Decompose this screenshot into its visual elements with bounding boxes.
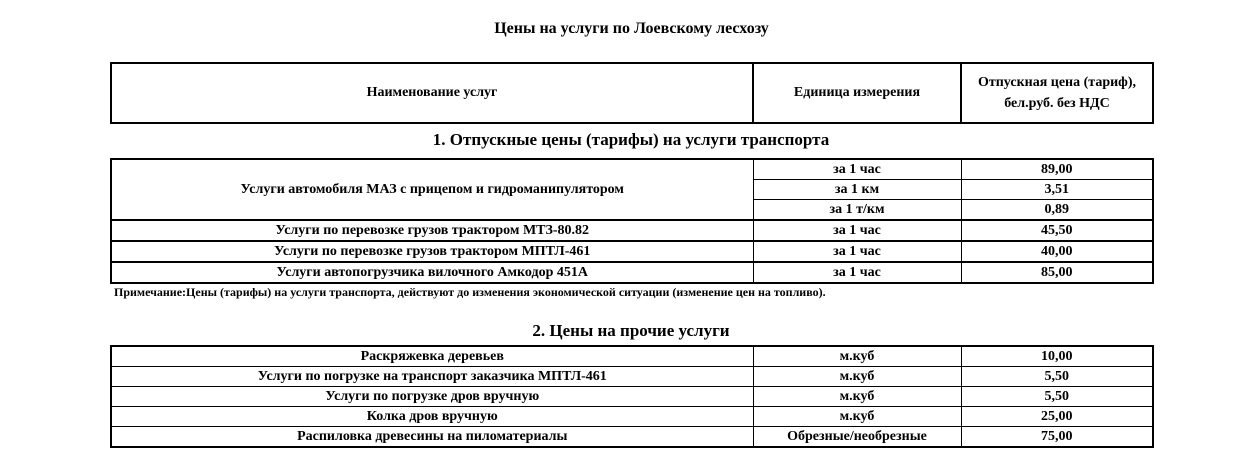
header-price-line1: Отпускная цена (тариф),	[977, 75, 1137, 90]
unit-cell: м.куб	[753, 387, 961, 407]
other-services-table	[110, 345, 1154, 448]
section1-title: 1. Отпускные цены (тарифы) на услуги транспорта	[432, 130, 830, 149]
unit-cell: Обрезные/необрезные	[753, 427, 961, 448]
service-name: Услуги по погрузке на транспорт заказчика МПТЛ-461	[111, 367, 753, 387]
unit-cell: м.куб	[753, 407, 961, 427]
price-cell: 75,00	[961, 427, 1153, 448]
price-cell: 40,00	[961, 241, 1153, 262]
section2-title: 2. Цены на прочие услуги	[532, 321, 730, 340]
unit-cell: за 1 час	[753, 159, 961, 180]
table-row	[111, 159, 1153, 180]
table-row	[111, 427, 1153, 448]
service-name: Услуги автопогрузчика вилочного Амкодор 451А	[111, 262, 753, 283]
price-cell: 10,00	[961, 346, 1153, 367]
price-cell: 3,51	[961, 180, 1153, 200]
service-name: Распиловка древесины на пиломатериалы	[111, 427, 753, 448]
unit-cell: за 1 км	[753, 180, 961, 200]
unit-cell: м.куб	[753, 346, 961, 367]
header-service-name: Наименование услуг	[111, 63, 753, 123]
table-row	[111, 220, 1153, 241]
service-name: Раскряжевка деревьев	[111, 346, 753, 367]
unit-cell: за 1 час	[753, 220, 961, 241]
header-unit: Единица измерения	[753, 63, 961, 123]
transport-note: Примечание:Цены (тарифы) на услуги транспорта, действуют до изменения экономической ситуации (изменение цен на топливо).	[114, 285, 826, 299]
service-name: Услуги по перевозке грузов трактором МТЗ-80.82	[111, 220, 753, 241]
table-row	[111, 241, 1153, 262]
table-row	[111, 387, 1153, 407]
price-cell: 5,50	[961, 387, 1153, 407]
page-title: Цены на услуги по Лоевскому лесхозу	[494, 20, 769, 37]
table-row	[111, 346, 1153, 367]
service-name: Услуги по перевозке грузов трактором МПТЛ-461	[111, 241, 753, 262]
price-cell: 45,50	[961, 220, 1153, 241]
unit-cell: за 1 час	[753, 262, 961, 283]
transport-table	[110, 158, 1154, 284]
table-row	[111, 407, 1153, 427]
header-price	[961, 63, 1153, 123]
unit-cell: м.куб	[753, 367, 961, 387]
price-cell: 85,00	[961, 262, 1153, 283]
service-name: Колка дров вручную	[111, 407, 753, 427]
header-row	[111, 63, 1153, 123]
price-cell: 0,89	[961, 200, 1153, 221]
price-cell: 5,50	[961, 367, 1153, 387]
service-name: Услуги по погрузке дров вручную	[111, 387, 753, 407]
table-row	[111, 262, 1153, 283]
service-name: Услуги автомобиля МАЗ с прицепом и гидроманипулятором	[111, 159, 753, 220]
header-table	[110, 62, 1154, 124]
unit-cell: за 1 т/км	[753, 200, 961, 221]
price-cell: 89,00	[961, 159, 1153, 180]
header-price-line2: бел.руб. без НДС	[1004, 96, 1110, 111]
price-cell: 25,00	[961, 407, 1153, 427]
unit-cell: за 1 час	[753, 241, 961, 262]
table-row	[111, 367, 1153, 387]
